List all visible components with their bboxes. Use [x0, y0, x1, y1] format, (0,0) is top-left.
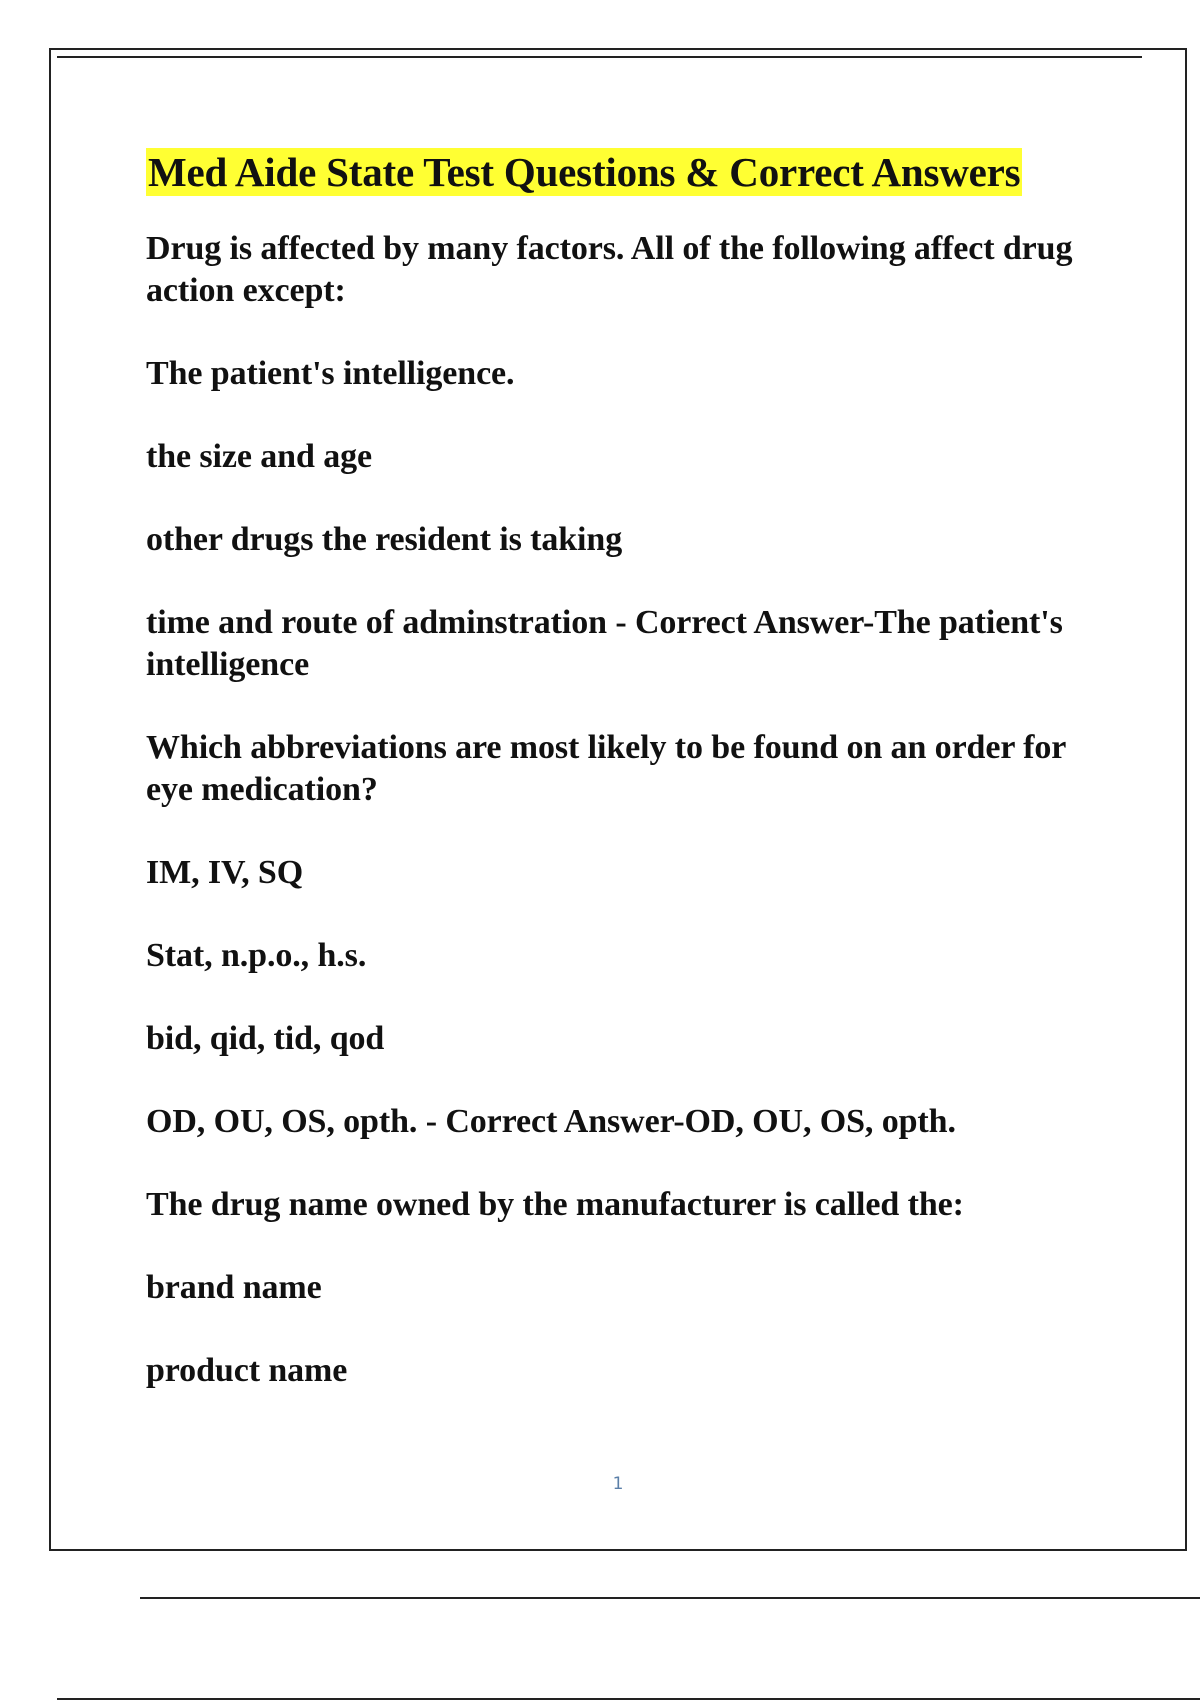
question-2-option-c: bid, qid, tid, qod	[146, 1020, 385, 1057]
top-rule	[57, 56, 1142, 58]
question-1-option-d-with-answer: time and route of adminstration - Correct Answer-The patient's intelligence	[146, 604, 1063, 683]
page-content	[146, 148, 1106, 1433]
question-2-option-d-with-answer: OD, OU, OS, opth. - Correct Answer-OD, OU, OS, opth.	[146, 1103, 956, 1140]
question-3-text: The drug name owned by the manufacturer is called the:	[146, 1186, 964, 1223]
document-title: Med Aide State Test Questions & Correct Answers	[148, 149, 1021, 195]
question-1-text: Drug is affected by many factors. All of the following affect drug action except:	[146, 230, 1073, 309]
page-number: 1	[612, 1474, 624, 1494]
question-3-option-b: product name	[146, 1352, 348, 1389]
question-1-option-b: the size and age	[146, 438, 372, 475]
question-1-option-a: The patient's intelligence.	[146, 355, 515, 392]
next-page-top-rule	[140, 1597, 1200, 1599]
question-1-option-c: other drugs the resident is taking	[146, 521, 623, 558]
question-2-text: Which abbreviations are most likely to be found on an order for eye medication?	[146, 729, 1066, 808]
question-3-option-a: brand name	[146, 1269, 322, 1306]
question-2-option-a: IM, IV, SQ	[146, 854, 304, 891]
question-2-option-b: Stat, n.p.o., h.s.	[146, 937, 367, 974]
